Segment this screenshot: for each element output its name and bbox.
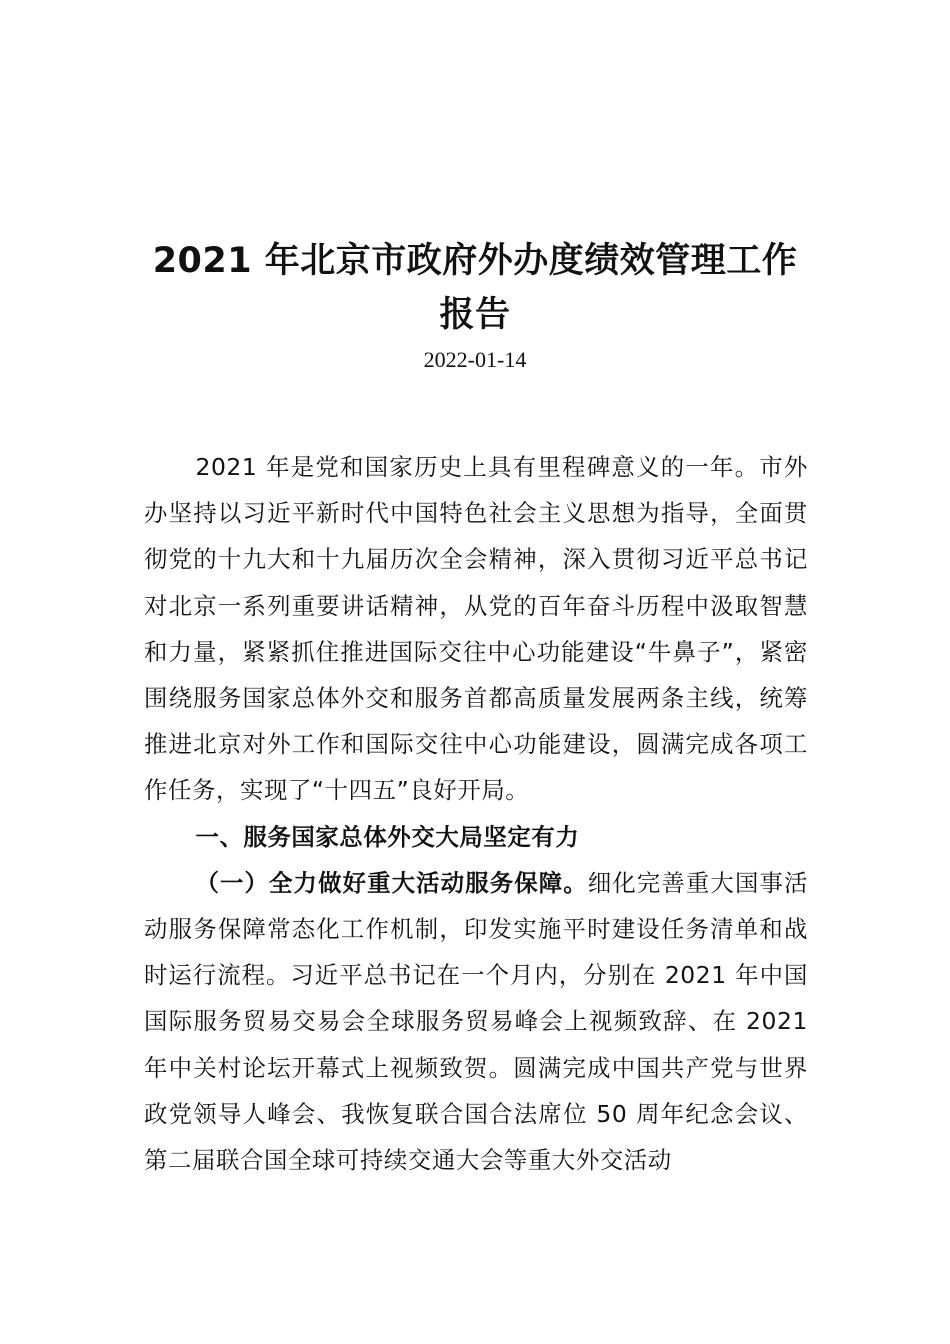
document-date: 2022-01-14	[423, 347, 527, 372]
subsection-paragraph	[144, 860, 808, 1183]
document-body	[144, 444, 808, 1183]
subsection-lead: （一）全力做好重大活动服务保障。	[195, 868, 588, 897]
subsection-body: 细化完善重大国事活动服务保障常态化工作机制，印发实施平时建设任务清单和战时运行流程。习近平总书记在一个月内，分别在 2021 年中国国际服务贸易交易会全球服务贸易峰会上视频致辞、在 2021 年中关村论坛开幕式上视频致贺。圆满完成中国共产党与世界政党领导人峰会、我恢复联合国合法席位 50 周年纪念会议、第二届联合国全球可持续交通大会等重大外交活动	[144, 868, 808, 1175]
document-title: 2021 年北京市政府外办度绩效管理工作报告	[152, 241, 798, 335]
section-heading: 一、服务国家总体外交大局坚定有力	[195, 822, 580, 851]
intro-paragraph: 2021 年是党和国家历史上具有里程碑意义的一年。市外办坚持以习近平新时代中国特色社会主义思想为指导，全面贯彻党的十九大和十九届历次全会精神，深入贯彻习近平总书记对北京一系列重要讲话精神，从党的百年奋斗历程中汲取智慧和力量，紧紧抓住推进国际交往中心功能建设“牛鼻子”，紧密围绕服务国家总体外交和服务首都高质量发展两条主线，统筹推进北京对外工作和国际交往中心功能建设，圆满完成各项工作任务，实现了“十四五”良好开局。	[144, 453, 808, 805]
